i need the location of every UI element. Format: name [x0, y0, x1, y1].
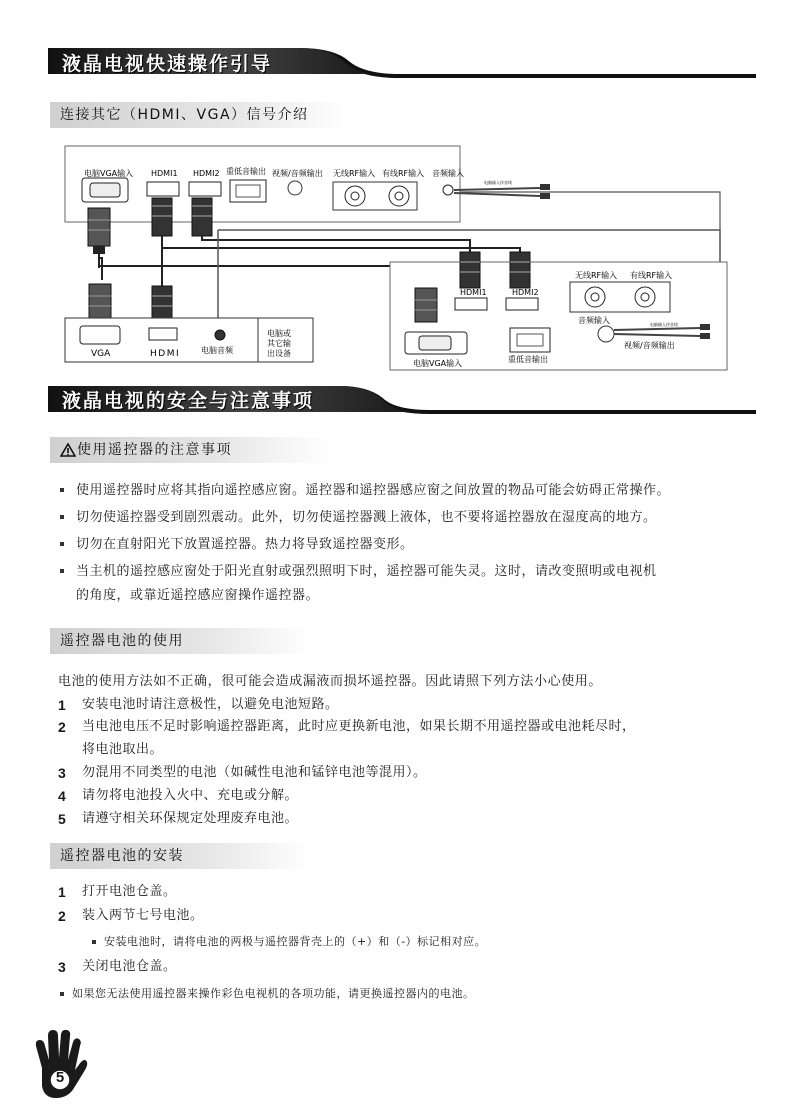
- list-item: 切勿在直射阳光下放置遥控器。热力将导致遥控器变形。: [60, 534, 772, 556]
- svg-text:HDMI1: HDMI1: [460, 288, 487, 297]
- connection-diagram: [0, 140, 804, 380]
- hand-icon: [30, 1028, 88, 1100]
- subsection-title-connect: 连接其它（HDMI、VGA）信号介绍: [60, 107, 309, 123]
- list-item: 使用遥控器时应将其指向遥控感应窗。遥控器和遥控器感应窗之间放置的物品可能会妨碍正常操作。: [60, 480, 772, 502]
- list-item: 2 当电池电压不足时影响遥控器距离，此时应更换新电池，如果长期不用遥控器或电池耗尽时，: [58, 719, 636, 735]
- svg-text:其它输: 其它输: [267, 339, 291, 348]
- subsection-bar-connect: [50, 102, 350, 128]
- hdmi2-port-icon: [189, 182, 221, 196]
- page-number: 5: [55, 1069, 65, 1086]
- svg-text:音频输入: 音频输入: [432, 169, 464, 178]
- list-item: 2 装入两节七号电池。: [58, 908, 204, 924]
- hdmi-plug-top-1-icon: [152, 198, 172, 236]
- list-item: 3 关闭电池仓盖。: [58, 959, 177, 975]
- subsection-title-battery-use: 遥控器电池的使用: [60, 633, 184, 649]
- vga-plug-top-icon: [88, 208, 110, 246]
- svg-text:重低音输出: 重低音输出: [226, 167, 266, 176]
- hdmi1-port-icon: [147, 182, 179, 196]
- svg-text:无线RF输入: 无线RF输入: [333, 169, 376, 178]
- subsection-title-remote: 使用遥控器的注意事项: [77, 442, 232, 458]
- subsection-bar-battery-use: [50, 628, 310, 654]
- svg-text:视频/音频输出: 视频/音频输出: [624, 341, 675, 350]
- hdmi-plug-top-2-icon: [192, 198, 212, 236]
- pc-vga-port-icon: [80, 326, 120, 344]
- av-out-jack-icon: [288, 181, 302, 195]
- svg-text:HDMI1: HDMI1: [151, 169, 178, 178]
- svg-text:电脑或: 电脑或: [267, 329, 291, 338]
- section-title-safety: 液晶电视的安全与注意事项: [62, 390, 315, 412]
- audio-in-jack-icon: [443, 185, 453, 195]
- footer-note: 如果您无法使用遥控器来操作彩色电视机的各项功能，请更换遥控器内的电池。: [60, 985, 475, 1001]
- subsection-bar-battery-install: [50, 843, 310, 869]
- svg-text:有线RF输入: 有线RF输入: [630, 271, 673, 280]
- pc-audio-jack-icon: [215, 330, 225, 340]
- svg-text:视频/音频输出: 视频/音频输出: [272, 169, 323, 178]
- list-item-continued: 的角度，或靠近遥控感应窗操作遥控器。: [76, 588, 320, 603]
- vga-plug-pc-icon: [89, 284, 111, 320]
- hdmi-plug-pc-icon: [152, 286, 172, 322]
- warning-icon: [60, 443, 76, 457]
- subsection-title-battery-install: 遥控器电池的安装: [60, 848, 184, 864]
- svg-text:电脑VGA输入: 电脑VGA输入: [413, 359, 463, 368]
- battery-use-intro: 电池的使用方法如不正确，很可能会造成漏液而损坏遥控器。因此请照下列方法小心使用。: [58, 674, 603, 689]
- svg-text:VGA: VGA: [91, 349, 111, 359]
- list-item: 切勿使遥控器受到剧烈震动。此外，切勿使遥控器溅上液体，也不要将遥控器放在湿度高的地方。: [60, 507, 772, 529]
- list-item: 3 勿混用不同类型的电池（如碱性电池和锰锌电池等混用）。: [58, 765, 427, 781]
- section-title-quick-guide: 液晶电视快速操作引导: [62, 53, 273, 75]
- svg-text:音频输入: 音频输入: [578, 316, 610, 325]
- svg-text:出设备: 出设备: [267, 349, 291, 358]
- list-item-continued: 将电池取出。: [82, 742, 164, 757]
- svg-text:有线RF输入: 有线RF输入: [382, 169, 425, 178]
- svg-text:无线RF输入: 无线RF输入: [575, 271, 618, 280]
- svg-text:电脑输入伴音线: 电脑输入伴音线: [484, 180, 512, 185]
- list-item: 当主机的遥控感应窗处于阳光直射或强烈照明下时，遥控器可能失灵。这时，请改变照明或电视机: [60, 561, 772, 583]
- vga-plug-bottom-icon: [415, 288, 437, 322]
- list-item: 5 请遵守相关环保规定处理废弃电池。: [58, 811, 299, 827]
- list-item: 1 打开电池仓盖。: [58, 884, 177, 900]
- hdmi-plug-bottom-2-icon: [510, 252, 530, 288]
- svg-text:HDMI2: HDMI2: [193, 169, 220, 178]
- subsection-bar-remote: [50, 437, 330, 463]
- hdmi-plug-bottom-1-icon: [460, 252, 480, 288]
- svg-text:电脑VGA输入: 电脑VGA输入: [84, 169, 134, 178]
- list-item: 4 请勿将电池投入火中、充电或分解。: [58, 788, 299, 804]
- svg-text:电脑音频: 电脑音频: [201, 346, 233, 355]
- pc-hdmi-port-icon: [149, 328, 177, 340]
- list-item: 1 安装电池时请注意极性，以避免电池短路。: [58, 697, 339, 713]
- svg-text:HDMI2: HDMI2: [512, 288, 539, 297]
- svg-text:HDMI: HDMI: [150, 349, 181, 359]
- install-note: 安装电池时，请将电池的两极与遥控器背壳上的（+）和（-）标记相对应。: [92, 933, 486, 949]
- svg-text:电脑输入伴音线: 电脑输入伴音线: [650, 322, 678, 327]
- svg-text:重低音输出: 重低音输出: [508, 355, 548, 364]
